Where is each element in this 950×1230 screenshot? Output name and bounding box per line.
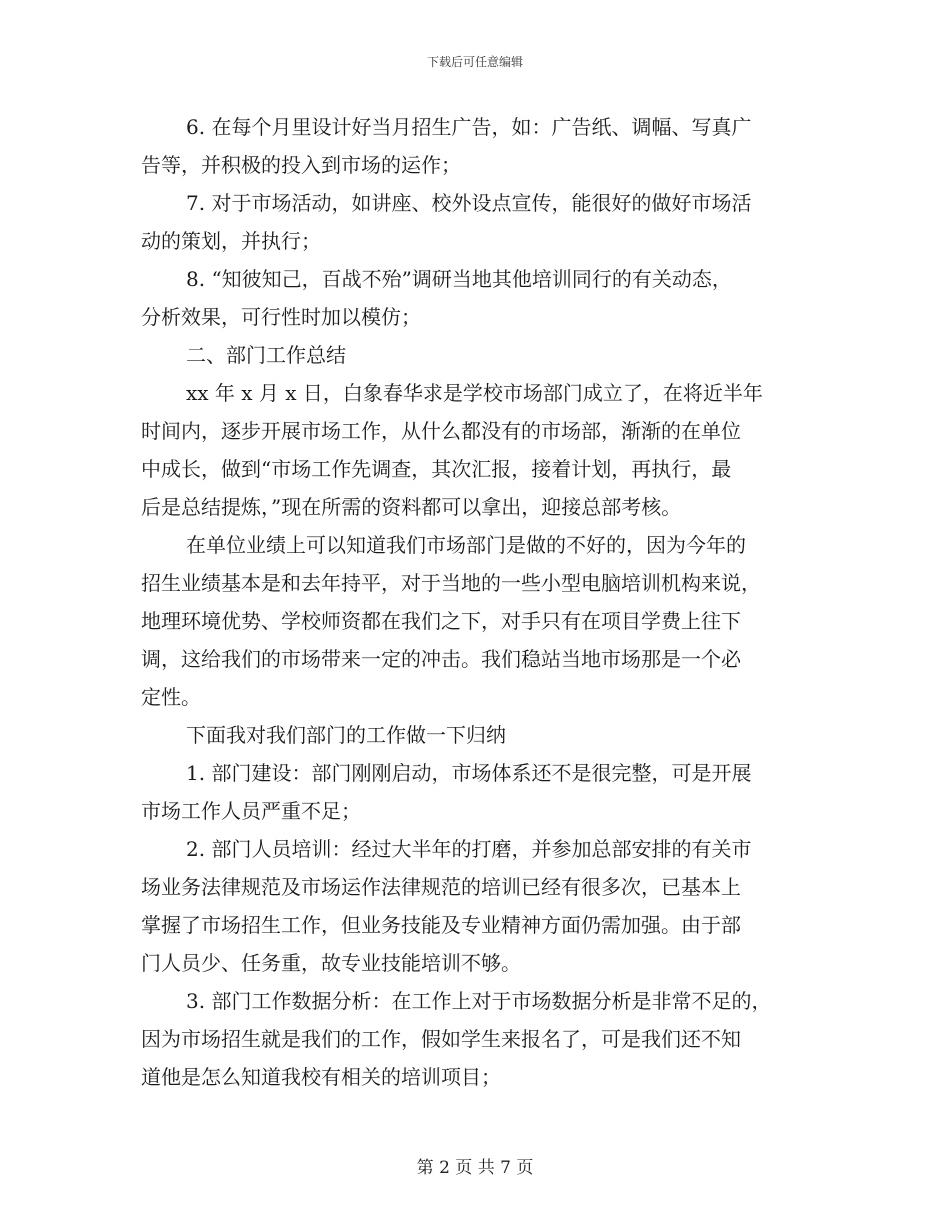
text-line: 时间内，逐步开展市场工作，从什么都没有的市场部，渐渐的在单位: [141, 419, 741, 443]
text-line: 地理环境优势、学校师资都在我们之下，对手只有在项目学费上往下: [141, 609, 741, 633]
text-line: 招生业绩基本是和去年持平，对于当地的一些小型电脑培训机构来说，: [141, 571, 761, 595]
text-line: 分析效果，可行性时加以模仿；: [141, 305, 421, 329]
text-line: 中成长，做到“市场工作先调查，其次汇报，接着计划，再执行，最: [141, 457, 732, 481]
text-line: 在单位业绩上可以知道我们市场部门是做的不好的，因为今年的: [186, 533, 746, 557]
text-line: 7. 对于市场活动，如讲座、校外设点宣传，能很好的做好市场活: [186, 191, 752, 215]
text-line: 二、部门工作总结: [186, 343, 346, 367]
text-line: 后是总结提炼，”现在所需的资料都可以拿出，迎接总部考核。: [141, 495, 682, 519]
text-line: 因为市场招生就是我们的工作，假如学生来报名了，可是我们还不知: [141, 1027, 741, 1051]
text-line: 市场工作人员严重不足；: [141, 799, 361, 823]
page-header-note: 下载后可任意编辑: [426, 55, 523, 69]
text-line: 1. 部门建设：部门刚刚启动，市场体系还不是很完整，可是开展: [186, 761, 752, 785]
text-line: 2. 部门人员培训：经过大半年的打磨，并参加总部安排的有关市: [186, 837, 752, 861]
text-line: 动的策划，并执行；: [141, 229, 321, 253]
text-line: 3. 部门工作数据分析：在工作上对于市场数据分析是非常不足的，: [186, 989, 772, 1013]
text-line: 8. “知彼知己，百战不殆”调研当地其他培训同行的有关动态，: [186, 267, 732, 291]
text-line: 定性。: [141, 685, 201, 709]
page-number-footer: 第 2 页 共 7 页: [416, 1158, 534, 1178]
text-line: 掌握了市场招生工作，但业务技能及专业精神方面仍需加强。由于部: [141, 913, 741, 937]
text-line: 告等，并积极的投入到市场的运作；: [141, 153, 461, 177]
text-line: 下面我对我们部门的工作做一下归纳: [186, 723, 506, 747]
text-line: 道他是怎么知道我校有相关的培训项目；: [141, 1065, 501, 1089]
document-body: [141, 108, 819, 1096]
text-line: xx 年 x 月 x 日，白象春华求是学校市场部门成立了，在将近半年: [186, 381, 763, 405]
text-line: 场业务法律规范及市场运作法律规范的培训已经有很多次，已基本上: [141, 875, 741, 899]
text-line: 调，这给我们的市场带来一定的冲击。我们稳站当地市场那是一个必: [141, 647, 741, 671]
text-line: 6. 在每个月里设计好当月招生广告，如：广告纸、调幅、写真广: [186, 115, 752, 139]
text-line: 门人员少、任务重，故专业技能培训不够。: [141, 951, 521, 975]
